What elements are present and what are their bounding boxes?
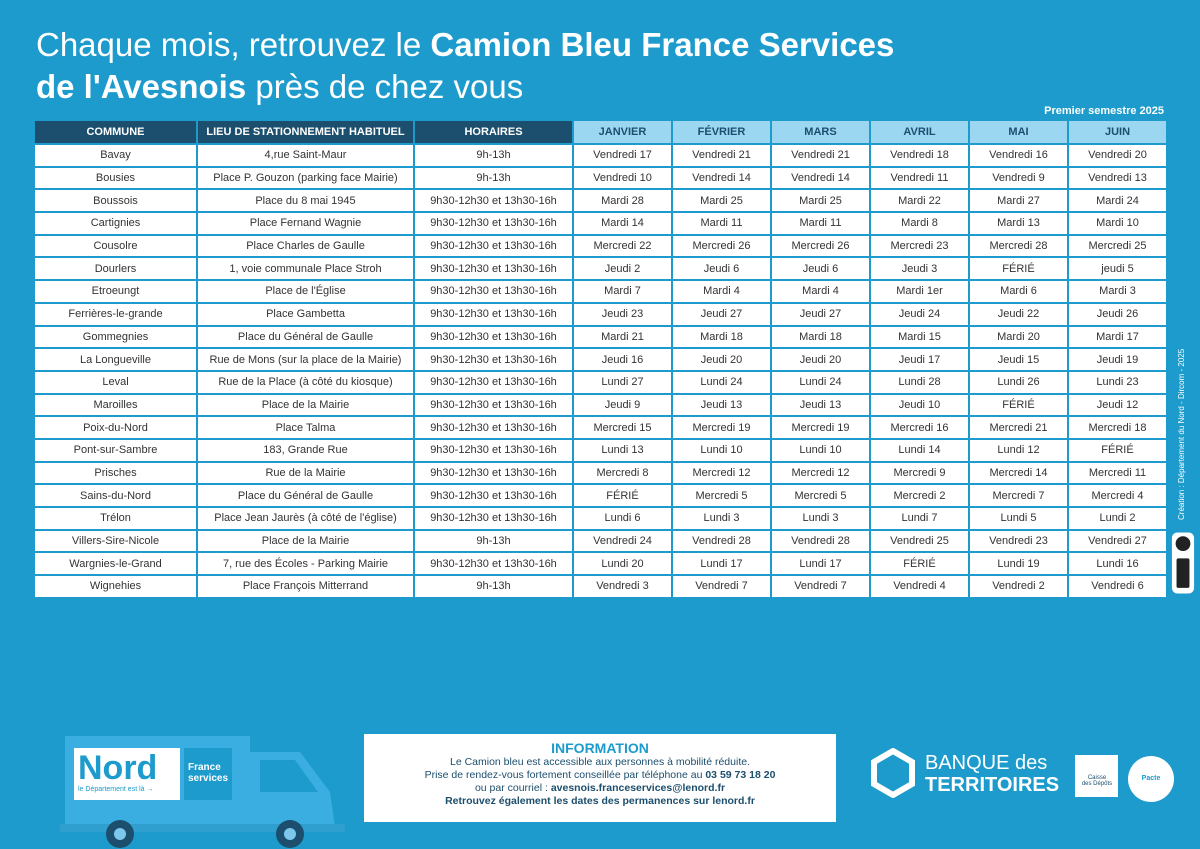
commune-cell: Leval — [35, 372, 196, 395]
date-cell: Lundi 16 — [1069, 553, 1166, 576]
commune-cell: Dourlers — [35, 258, 196, 281]
date-cell: Mercredi 2 — [871, 485, 968, 508]
hours-cell: 9h30-12h30 et 13h30-16h — [415, 236, 572, 259]
commune-cell: Bavay — [35, 145, 196, 168]
semester-label: Premier semestre 2025 — [1044, 105, 1164, 117]
date-cell: Vendredi 4 — [871, 576, 968, 599]
banque-territoires-hexagon-icon — [870, 748, 916, 798]
column-header: HORAIRES — [415, 121, 572, 145]
commune-cell: Cousolre — [35, 236, 196, 259]
location-cell: Rue de la Mairie — [198, 463, 413, 486]
date-cell: Lundi 6 — [574, 508, 671, 531]
table-row — [35, 576, 1166, 599]
table-row — [35, 417, 1166, 440]
date-cell: Vendredi 14 — [673, 168, 770, 191]
table-row — [35, 508, 1166, 531]
date-cell: Mardi 24 — [1069, 190, 1166, 213]
date-cell: Mercredi 26 — [772, 236, 869, 259]
date-cell: Mardi 6 — [970, 281, 1067, 304]
date-cell: Jeudi 15 — [970, 349, 1067, 372]
date-cell: FÉRIÉ — [1069, 440, 1166, 463]
date-cell: Jeudi 3 — [871, 258, 968, 281]
commune-cell: Prisches — [35, 463, 196, 486]
date-cell: Mardi 3 — [1069, 281, 1166, 304]
date-cell: Mardi 10 — [1069, 213, 1166, 236]
date-cell: Mercredi 19 — [772, 417, 869, 440]
date-cell: Mercredi 15 — [574, 417, 671, 440]
date-cell: Jeudi 9 — [574, 395, 671, 418]
date-cell: Vendredi 10 — [574, 168, 671, 191]
date-cell: Lundi 19 — [970, 553, 1067, 576]
commune-cell: Etroeungt — [35, 281, 196, 304]
hours-cell: 9h30-12h30 et 13h30-16h — [415, 190, 572, 213]
date-cell: Vendredi 28 — [772, 531, 869, 554]
hours-cell: 9h30-12h30 et 13h30-16h — [415, 440, 572, 463]
column-header: FÉVRIER — [673, 121, 770, 145]
date-cell: Vendredi 14 — [772, 168, 869, 191]
commune-cell: Wargnies-le-Grand — [35, 553, 196, 576]
hours-cell: 9h30-12h30 et 13h30-16h — [415, 417, 572, 440]
table-row — [35, 440, 1166, 463]
fs-line1: France — [188, 762, 221, 773]
date-cell: Lundi 23 — [1069, 372, 1166, 395]
hours-cell: 9h30-12h30 et 13h30-16h — [415, 258, 572, 281]
location-cell: Place Fernand Wagnie — [198, 213, 413, 236]
side-icons — [1171, 528, 1195, 598]
date-cell: Mardi 20 — [970, 327, 1067, 350]
date-cell: Lundi 7 — [871, 508, 968, 531]
nord-logo: Nord — [78, 749, 158, 787]
table-row — [35, 485, 1166, 508]
date-cell: Mardi 18 — [772, 327, 869, 350]
location-cell: 7, rue des Écoles - Parking Mairie — [198, 553, 413, 576]
hours-cell: 9h30-12h30 et 13h30-16h — [415, 463, 572, 486]
hours-cell: 9h30-12h30 et 13h30-16h — [415, 485, 572, 508]
commune-cell: Bousies — [35, 168, 196, 191]
schedule-table — [33, 121, 1168, 599]
table-row — [35, 531, 1166, 554]
table-row — [35, 258, 1166, 281]
cdc-line2: des Dépôts — [1081, 781, 1113, 787]
date-cell: Vendredi 21 — [673, 145, 770, 168]
table-row — [35, 372, 1166, 395]
hours-cell: 9h-13h — [415, 531, 572, 554]
bdt-line1: BANQUE des — [925, 752, 1048, 774]
date-cell: Mercredi 5 — [673, 485, 770, 508]
date-cell: Mercredi 26 — [673, 236, 770, 259]
date-cell: FÉRIÉ — [871, 553, 968, 576]
date-cell: Jeudi 27 — [772, 304, 869, 327]
banque-territoires-logo — [925, 752, 1059, 796]
date-cell: Mardi 14 — [574, 213, 671, 236]
cdc-line1: Caisse — [1087, 775, 1107, 781]
date-cell: Lundi 27 — [574, 372, 671, 395]
date-cell: Jeudi 26 — [1069, 304, 1166, 327]
commune-cell: La Longueville — [35, 349, 196, 372]
column-header: AVRIL — [871, 121, 968, 145]
date-cell: Mardi 25 — [673, 190, 770, 213]
date-cell: Mardi 11 — [772, 213, 869, 236]
location-cell: Place Talma — [198, 417, 413, 440]
table-row — [35, 463, 1166, 486]
table-row — [35, 145, 1166, 168]
date-cell: Lundi 5 — [970, 508, 1067, 531]
date-cell: Jeudi 17 — [871, 349, 968, 372]
date-cell: Vendredi 21 — [772, 145, 869, 168]
location-cell: Place de la Mairie — [198, 395, 413, 418]
location-cell: Place du Général de Gaulle — [198, 327, 413, 350]
date-cell: Mardi 18 — [673, 327, 770, 350]
location-cell: Rue de la Place (à côté du kiosque) — [198, 372, 413, 395]
date-cell: Jeudi 13 — [772, 395, 869, 418]
date-cell: Lundi 13 — [574, 440, 671, 463]
page-title — [36, 24, 894, 108]
date-cell: Vendredi 27 — [1069, 531, 1166, 554]
location-cell: Place Jean Jaurès (à côté de l'église) — [198, 508, 413, 531]
date-cell: Mercredi 8 — [574, 463, 671, 486]
date-cell: Lundi 3 — [772, 508, 869, 531]
date-cell: Mardi 11 — [673, 213, 770, 236]
location-cell: 183, Grande Rue — [198, 440, 413, 463]
date-cell: Jeudi 16 — [574, 349, 671, 372]
table-row — [35, 553, 1166, 576]
hours-cell: 9h-13h — [415, 145, 572, 168]
title-line2-bold: de l'Avesnois — [36, 68, 247, 105]
location-cell: Place Gambetta — [198, 304, 413, 327]
date-cell: Lundi 17 — [772, 553, 869, 576]
commune-cell: Poix-du-Nord — [35, 417, 196, 440]
date-cell: Jeudi 10 — [871, 395, 968, 418]
info-line-email — [364, 782, 836, 795]
date-cell: Mardi 7 — [574, 281, 671, 304]
date-cell: Vendredi 2 — [970, 576, 1067, 599]
date-cell: Jeudi 13 — [673, 395, 770, 418]
commune-cell: Maroilles — [35, 395, 196, 418]
date-cell: Jeudi 19 — [1069, 349, 1166, 372]
date-cell: Jeudi 6 — [673, 258, 770, 281]
date-cell: Vendredi 18 — [871, 145, 968, 168]
location-cell: Rue de Mons (sur la place de la Mairie) — [198, 349, 413, 372]
commune-cell: Trélon — [35, 508, 196, 531]
date-cell: Lundi 3 — [673, 508, 770, 531]
date-cell: Vendredi 3 — [574, 576, 671, 599]
commune-cell: Boussois — [35, 190, 196, 213]
date-cell: Mercredi 5 — [772, 485, 869, 508]
hours-cell: 9h30-12h30 et 13h30-16h — [415, 372, 572, 395]
date-cell: Mardi 13 — [970, 213, 1067, 236]
hours-cell: 9h30-12h30 et 13h30-16h — [415, 213, 572, 236]
site-link[interactable]: lenord.fr — [712, 795, 755, 807]
date-cell: Mardi 15 — [871, 327, 968, 350]
date-cell: jeudi 5 — [1069, 258, 1166, 281]
date-cell: Mardi 25 — [772, 190, 869, 213]
location-cell: Place du Général de Gaulle — [198, 485, 413, 508]
title-line1-bold: Camion Bleu France Services — [430, 26, 895, 63]
table-body — [35, 145, 1166, 599]
table-row — [35, 304, 1166, 327]
date-cell: Jeudi 6 — [772, 258, 869, 281]
location-cell: 4,rue Saint-Maur — [198, 145, 413, 168]
date-cell: Lundi 10 — [772, 440, 869, 463]
date-cell: Mercredi 19 — [673, 417, 770, 440]
location-cell: Place François Mitterrand — [198, 576, 413, 599]
date-cell: Mardi 27 — [970, 190, 1067, 213]
date-cell: Vendredi 13 — [1069, 168, 1166, 191]
column-header: JANVIER — [574, 121, 671, 145]
hours-cell: 9h-13h — [415, 168, 572, 191]
nord-tagline: le Département est là → — [78, 786, 154, 793]
hours-cell: 9h30-12h30 et 13h30-16h — [415, 304, 572, 327]
date-cell: Mardi 8 — [871, 213, 968, 236]
date-cell: Mercredi 16 — [871, 417, 968, 440]
column-header: LIEU DE STATIONNEMENT HABITUEL — [198, 121, 413, 145]
commune-cell: Wignehies — [35, 576, 196, 599]
date-cell: Vendredi 9 — [970, 168, 1067, 191]
location-cell: Place P. Gouzon (parking face Mairie) — [198, 168, 413, 191]
date-cell: FÉRIÉ — [574, 485, 671, 508]
caisse-depots-logo — [1075, 755, 1118, 797]
date-cell: Mercredi 4 — [1069, 485, 1166, 508]
table-row — [35, 327, 1166, 350]
commune-cell: Cartignies — [35, 213, 196, 236]
info-line-accessibility: Le Camion bleu est accessible aux personnes à mobilité réduite. — [449, 756, 750, 768]
date-cell: Jeudi 20 — [673, 349, 770, 372]
date-cell: Jeudi 12 — [1069, 395, 1166, 418]
date-cell: Lundi 28 — [871, 372, 968, 395]
date-cell: Jeudi 20 — [772, 349, 869, 372]
column-header: MARS — [772, 121, 869, 145]
table-row — [35, 213, 1166, 236]
information-title: INFORMATION — [551, 740, 649, 756]
date-cell: Jeudi 24 — [871, 304, 968, 327]
fs-line2: services — [188, 773, 229, 784]
date-cell: Mardi 4 — [673, 281, 770, 304]
date-cell: Vendredi 24 — [574, 531, 671, 554]
table-row — [35, 190, 1166, 213]
column-header: COMMUNE — [35, 121, 196, 145]
info-line-phone — [364, 769, 836, 782]
phone-number[interactable]: 03 59 73 18 20 — [705, 769, 776, 781]
date-cell: Jeudi 22 — [970, 304, 1067, 327]
date-cell: Jeudi 27 — [673, 304, 770, 327]
date-cell: Mercredi 9 — [871, 463, 968, 486]
bdt-line2: TERRITOIRES — [925, 774, 1060, 796]
date-cell: Vendredi 17 — [574, 145, 671, 168]
date-cell: Mercredi 7 — [970, 485, 1067, 508]
date-cell: Vendredi 16 — [970, 145, 1067, 168]
info-line-site — [364, 795, 836, 808]
date-cell: Mercredi 12 — [772, 463, 869, 486]
hours-cell: 9h30-12h30 et 13h30-16h — [415, 395, 572, 418]
date-cell: Vendredi 20 — [1069, 145, 1166, 168]
date-cell: Mercredi 23 — [871, 236, 968, 259]
date-cell: Lundi 26 — [970, 372, 1067, 395]
pacte-logo: Pacte — [1128, 756, 1174, 802]
table-row — [35, 395, 1166, 418]
table-row — [35, 281, 1166, 304]
date-cell: Lundi 2 — [1069, 508, 1166, 531]
date-cell: Vendredi 28 — [673, 531, 770, 554]
date-cell: Mardi 21 — [574, 327, 671, 350]
date-cell: Mardi 4 — [772, 281, 869, 304]
commune-cell: Pont-sur-Sambre — [35, 440, 196, 463]
info-email-prefix: ou par courriel : — [474, 782, 551, 794]
commune-cell: Ferrières-le-grande — [35, 304, 196, 327]
date-cell: Mercredi 22 — [574, 236, 671, 259]
date-cell: Mardi 1er — [871, 281, 968, 304]
column-header: JUIN — [1069, 121, 1166, 145]
date-cell: Lundi 10 — [673, 440, 770, 463]
date-cell: Mercredi 14 — [970, 463, 1067, 486]
commune-cell: Villers-Sire-Nicole — [35, 531, 196, 554]
location-cell: Place du 8 mai 1945 — [198, 190, 413, 213]
commune-cell: Sains-du-Nord — [35, 485, 196, 508]
date-cell: Vendredi 7 — [772, 576, 869, 599]
date-cell: Lundi 14 — [871, 440, 968, 463]
location-cell: Place de la Mairie — [198, 531, 413, 554]
date-cell: Vendredi 23 — [970, 531, 1067, 554]
date-cell: Lundi 12 — [970, 440, 1067, 463]
info-site-prefix: Retrouvez également les dates des permanences sur — [445, 795, 713, 807]
table-header-row — [35, 121, 1166, 145]
date-cell: Mercredi 18 — [1069, 417, 1166, 440]
hours-cell: 9h30-12h30 et 13h30-16h — [415, 349, 572, 372]
date-cell: Vendredi 6 — [1069, 576, 1166, 599]
date-cell: Lundi 20 — [574, 553, 671, 576]
hours-cell: 9h30-12h30 et 13h30-16h — [415, 327, 572, 350]
hours-cell: 9h30-12h30 et 13h30-16h — [415, 508, 572, 531]
column-header: MAI — [970, 121, 1067, 145]
commune-cell: Gommegnies — [35, 327, 196, 350]
information-box — [364, 734, 836, 822]
title-line2-suffix: près de chez vous — [246, 68, 524, 105]
france-services-logo — [188, 762, 228, 784]
date-cell: Mercredi 25 — [1069, 236, 1166, 259]
location-cell: 1, voie communale Place Stroh — [198, 258, 413, 281]
date-cell: Lundi 24 — [772, 372, 869, 395]
hours-cell: 9h30-12h30 et 13h30-16h — [415, 553, 572, 576]
date-cell: Mardi 17 — [1069, 327, 1166, 350]
date-cell: Mardi 28 — [574, 190, 671, 213]
date-cell: Vendredi 11 — [871, 168, 968, 191]
hours-cell: 9h-13h — [415, 576, 572, 599]
location-cell: Place de l'Église — [198, 281, 413, 304]
table-row — [35, 236, 1166, 259]
date-cell: Vendredi 25 — [871, 531, 968, 554]
date-cell: FÉRIÉ — [970, 395, 1067, 418]
date-cell: Lundi 24 — [673, 372, 770, 395]
info-phone-prefix: Prise de rendez-vous fortement conseillée par téléphone au — [424, 769, 706, 781]
hours-cell: 9h30-12h30 et 13h30-16h — [415, 281, 572, 304]
table-row — [35, 168, 1166, 191]
date-cell: Lundi 17 — [673, 553, 770, 576]
date-cell: Jeudi 23 — [574, 304, 671, 327]
date-cell: Mercredi 21 — [970, 417, 1067, 440]
table-row — [35, 349, 1166, 372]
title-line1-prefix: Chaque mois, retrouvez le — [36, 26, 431, 63]
date-cell: Mardi 22 — [871, 190, 968, 213]
location-cell: Place Charles de Gaulle — [198, 236, 413, 259]
date-cell: Mercredi 28 — [970, 236, 1067, 259]
email-link[interactable]: avesnois.franceservices@lenord.fr — [550, 782, 726, 794]
date-cell: FÉRIÉ — [970, 258, 1067, 281]
date-cell: Jeudi 2 — [574, 258, 671, 281]
credit-text: Création : Département du Nord - Dircom - 2025 — [1177, 348, 1186, 520]
date-cell: Vendredi 7 — [673, 576, 770, 599]
date-cell: Mercredi 11 — [1069, 463, 1166, 486]
date-cell: Mercredi 12 — [673, 463, 770, 486]
